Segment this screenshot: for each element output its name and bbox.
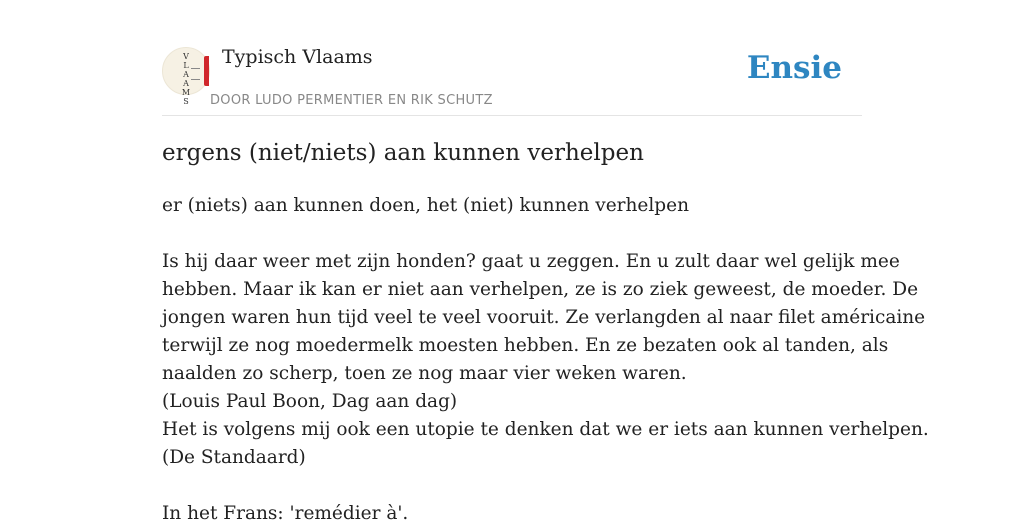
ensie-brand-logo[interactable]: Ensie	[746, 50, 842, 86]
quote-line: hebben. Maar ik kan er niet aan verhelpen, ze is zo ziek geweest, de moeder. De	[162, 279, 919, 300]
french-note: In het Frans: 'remédier à'.	[162, 503, 409, 524]
page-container	[162, 0, 929, 524]
quote-line: naalden zo scherp, toen ze nog maar vier weken waren.	[162, 363, 687, 384]
quote-source: (De Standaard)	[162, 447, 306, 468]
quote-line: terwijl ze nog moedermelk moesten hebben. En ze bezaten ook al tanden, als	[162, 335, 889, 356]
quote-line: Het is volgens mij ook een utopie te denken dat we er iets aan kunnen verhelpen.	[162, 419, 929, 440]
entry-synonyms: er (niets) aan kunnen doen, het (niet) kunnen verhelpen	[162, 195, 689, 216]
quote-source: (Louis Paul Boon, Dag aan dag)	[162, 391, 458, 412]
author-byline: DOOR LUDO PERMENTIER EN RIK SCHUTZ	[210, 93, 493, 108]
entry-term: ergens (niet/niets) aan kunnen verhelpen	[162, 140, 644, 166]
logo-red-edge	[204, 56, 209, 86]
entry-header	[162, 0, 862, 116]
entry-definition	[162, 192, 929, 528]
paragraph-gap	[162, 220, 872, 248]
dictionary-logo[interactable]	[162, 47, 210, 106]
quote-line: jongen waren hun tijd veel te veel vooruit. Ze verlangden al naar filet américaine	[162, 307, 926, 328]
logo-letters: V L A A M S	[181, 52, 191, 106]
dictionary-title-link[interactable]: Typisch Vlaams	[222, 46, 373, 68]
logo-lines	[191, 68, 200, 80]
paragraph-gap	[162, 472, 872, 500]
quote-line: Is hij daar weer met zijn honden? gaat u zeggen. En u zult daar wel gelijk mee	[162, 251, 900, 272]
